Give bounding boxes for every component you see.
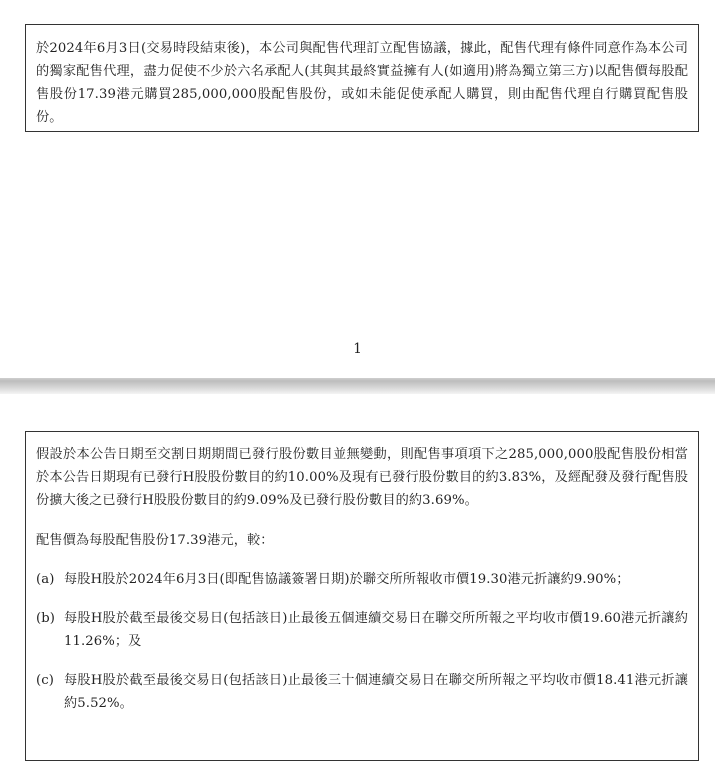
list-item-text: 每股H股於截至最後交易日(包括該日)止最後三十個連續交易日在聯交所所報之平均收市價18.41港元折讓約5.52%。 xyxy=(64,673,688,711)
list-item-text: 每股H股於2024年6月3日(即配售協議簽署日期)於聯交所所報收市價19.30港元折讓約9.90%； xyxy=(64,572,630,587)
placing-price-paragraph: 配售價為每股配售股份17.39港元，較： xyxy=(36,533,274,548)
list-item-text: 每股H股於截至最後交易日(包括該日)止最後五個連續交易日在聯交所所報之平均收市價19.60港元折讓約11.26%；及 xyxy=(64,611,688,649)
list-item xyxy=(36,568,688,591)
list-item-marker: (a) xyxy=(36,572,55,587)
list-item-marker: (c) xyxy=(36,673,54,688)
document-page-2 xyxy=(0,394,715,744)
page-number: 1 xyxy=(353,341,362,357)
page-separator xyxy=(0,378,715,394)
announcement-summary-box xyxy=(25,24,699,132)
placing-details-box xyxy=(25,431,699,761)
list-item-marker: (b) xyxy=(36,611,56,626)
placing-agreement-paragraph: 於2024年6月3日(交易時段結束後)，本公司與配售代理訂立配售協議，據此，配售代理有條件同意作為本公司的獨家配售代理，盡力促使不少於六名承配人(其與其最終實益擁有人(如適用)將為獨立第三方)以配售價每股配售股份17.39港元購買285,000,000股配售股份，或如未能促使承配人購買，則由配售代理自行購買配售股份。 xyxy=(36,41,688,125)
document-page-1 xyxy=(0,0,715,378)
list-item xyxy=(36,607,688,653)
list-item xyxy=(36,669,688,715)
placing-shares-paragraph: 假設於本公告日期至交割日期期間已發行股份數目並無變動，則配售事項項下之285,000,000股配售股份相當於本公告日期現有已發行H股股份數目的約10.00%及現有已發行股份數目的約3.83%，及經配發及發行配售股份擴大後之已發行H股股份數目的約9.09%及已發行股份數目的約3.69%。 xyxy=(36,447,688,508)
